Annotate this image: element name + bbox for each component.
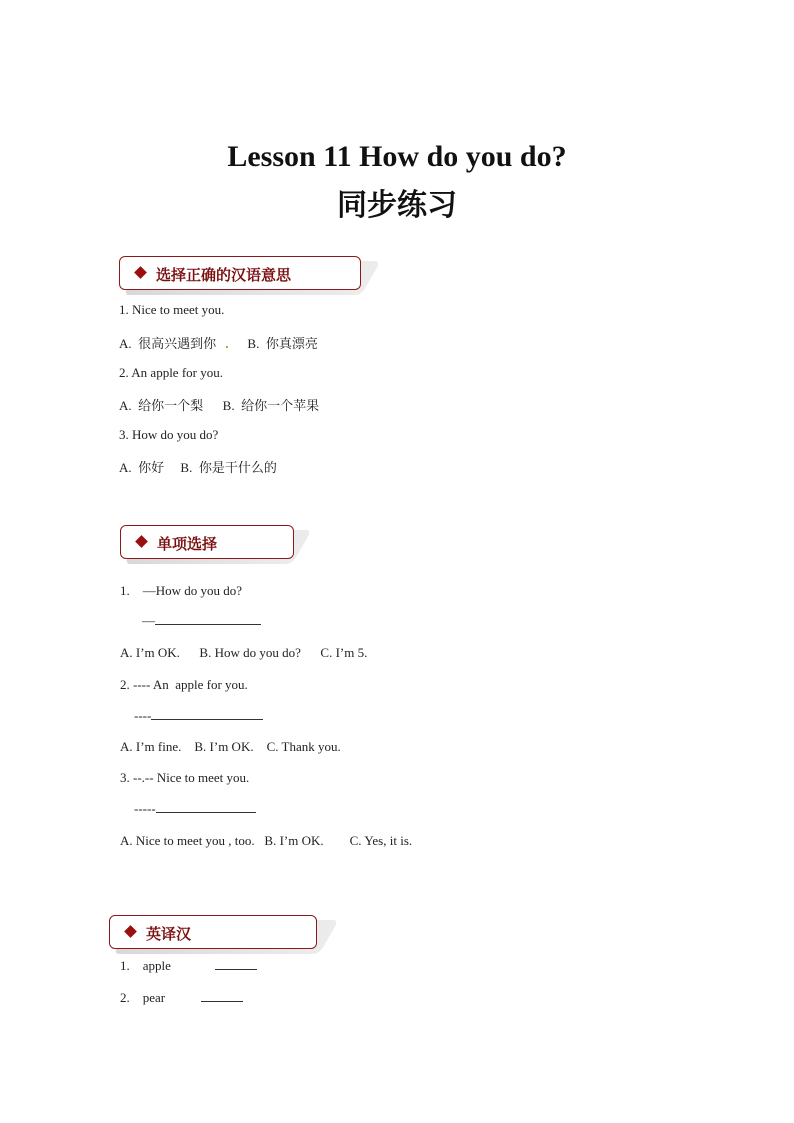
question-1-3: 3. How do you do? xyxy=(119,427,219,442)
page-title: Lesson 11 How do you do? xyxy=(227,140,567,173)
section-header-box xyxy=(119,256,361,290)
answer-dash: ----- xyxy=(134,801,156,816)
question-word: pear xyxy=(142,990,166,1005)
question-1-2: 2. An apple for you. xyxy=(119,365,223,380)
mark-dot xyxy=(226,346,228,348)
answer-line-2-2 xyxy=(134,707,263,724)
answer-blank[interactable] xyxy=(156,800,256,813)
section-title: 选择正确的汉语意思 xyxy=(156,266,292,284)
options-2-1: A. I’m OK. B. How do you do? C. I’m 5. xyxy=(120,645,368,660)
question-2-3: 3. --.-- Nice to meet you. xyxy=(120,770,250,785)
answer-blank[interactable] xyxy=(155,612,261,625)
question-2-1 xyxy=(120,583,242,599)
option-b: 给你一个苹果 xyxy=(241,399,320,414)
option-b-marker: B. xyxy=(247,336,260,351)
option-a: 给你一个梨 xyxy=(138,399,204,414)
answer-blank[interactable] xyxy=(215,957,257,970)
diamond-icon xyxy=(135,535,148,548)
option-a: 很高兴遇到你 xyxy=(138,337,217,352)
option-a-marker: A. xyxy=(119,398,132,413)
options-2-2: A. I’m fine. B. I’m OK. C. Thank you. xyxy=(120,739,341,754)
page-subtitle: 同步练习 xyxy=(337,188,457,223)
option-b-marker: B. xyxy=(222,398,235,413)
option-a-marker: A. xyxy=(119,460,132,475)
option-b-marker: B. xyxy=(180,460,193,475)
question-word: apple xyxy=(142,958,171,973)
section-header-3 xyxy=(109,915,339,951)
options-1-1 xyxy=(119,333,318,352)
option-a-marker: A. xyxy=(119,336,132,351)
question-3-1 xyxy=(120,957,257,974)
answer-line-2-1 xyxy=(142,612,261,629)
answer-dash: — xyxy=(142,613,155,628)
options-1-3 xyxy=(119,457,277,476)
option-b: 你真漂亮 xyxy=(265,337,318,352)
answer-line-2-3 xyxy=(134,800,256,817)
question-number: 1. xyxy=(120,958,130,973)
section-header-box xyxy=(109,915,317,949)
answer-blank[interactable] xyxy=(201,989,243,1002)
diamond-icon xyxy=(134,266,147,279)
options-2-3: A. Nice to meet you , too. B. I’m OK. C. Yes, it is. xyxy=(120,833,413,848)
section-title: 英译汉 xyxy=(146,925,192,943)
question-3-2 xyxy=(120,989,243,1006)
question-text: —How do you do? xyxy=(142,583,243,598)
answer-dash: ---- xyxy=(134,708,152,723)
diamond-icon xyxy=(124,925,137,938)
question-number: 2. xyxy=(120,990,130,1005)
section-header-1 xyxy=(119,256,379,292)
section-header-2 xyxy=(120,525,310,561)
option-a: 你好 xyxy=(138,461,165,476)
question-number: 1. xyxy=(120,583,130,598)
question-1-1: 1. Nice to meet you. xyxy=(119,302,225,317)
option-b: 你是干什么的 xyxy=(198,461,277,476)
section-title: 单项选择 xyxy=(157,535,218,553)
question-2-2: 2. ---- An apple for you. xyxy=(120,677,248,692)
options-1-2 xyxy=(119,395,319,414)
answer-blank[interactable] xyxy=(151,707,263,720)
section-header-box xyxy=(120,525,294,559)
